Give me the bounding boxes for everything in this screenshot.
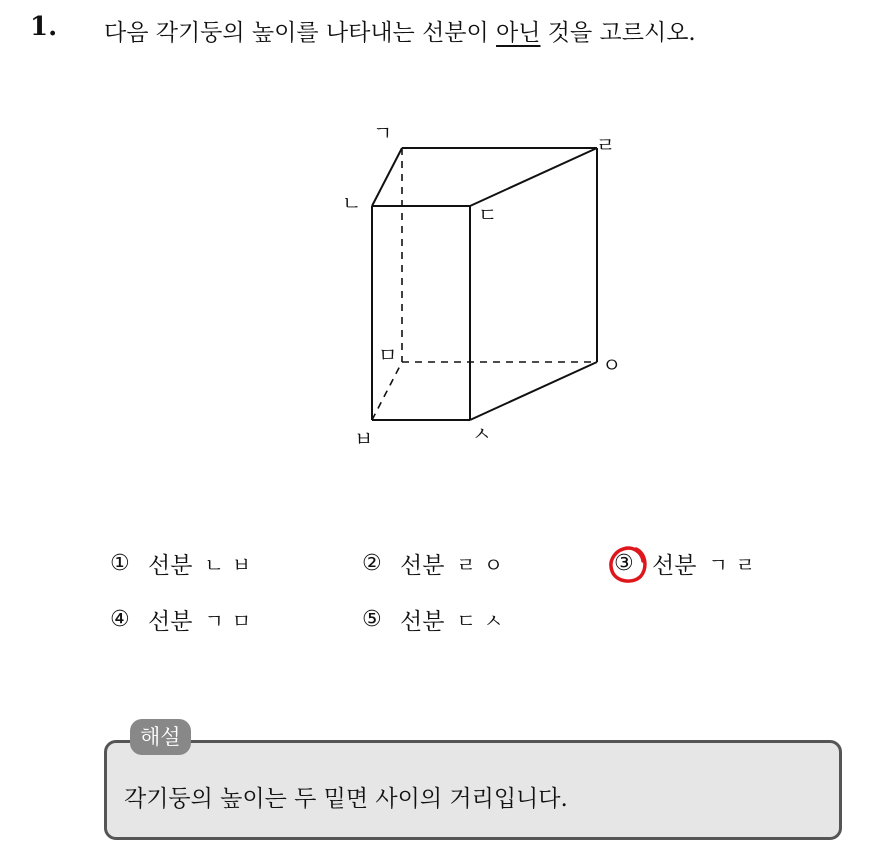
choice-1[interactable] xyxy=(110,547,259,580)
choice-number: ① xyxy=(110,551,130,576)
choice-number: ③ xyxy=(614,551,634,576)
edge-bm-hidden xyxy=(372,362,402,420)
vertex-label-n: ㄴ xyxy=(342,191,362,215)
question-text xyxy=(104,14,696,47)
choice-segment: ㄱㄹ xyxy=(708,553,764,577)
selected-circle-mark xyxy=(606,541,650,585)
edge-gn xyxy=(372,148,402,206)
edge-dr xyxy=(470,148,597,206)
choice-segment: ㄹㅇ xyxy=(456,553,512,577)
question-text-before: 다음 각기둥의 높이를 나타내는 선분이 xyxy=(104,20,497,46)
vertex-label-m: ㅁ xyxy=(378,343,398,367)
choice-segment: ㄴㅂ xyxy=(204,553,260,577)
choice-segment: ㄱㅁ xyxy=(204,609,260,633)
choice-number: ④ xyxy=(110,607,130,632)
choice-3[interactable] xyxy=(614,547,763,580)
choice-5[interactable] xyxy=(362,603,511,636)
vertex-label-r: ㄹ xyxy=(596,133,616,157)
vertex-label-d: ㄷ xyxy=(478,203,498,227)
choice-label: 선분 xyxy=(400,553,445,579)
choice-label: 선분 xyxy=(652,553,697,579)
prism-figure xyxy=(330,110,630,460)
edge-so xyxy=(470,362,597,420)
question-number: 1. xyxy=(30,12,58,42)
explanation-tag: 해설 xyxy=(130,719,191,755)
choice-label: 선분 xyxy=(148,609,193,635)
choice-4[interactable] xyxy=(110,603,259,636)
choice-number: ⑤ xyxy=(362,607,382,632)
choice-segment: ㄷㅅ xyxy=(456,609,512,633)
vertex-label-g: ㄱ xyxy=(373,121,393,145)
choice-number: ② xyxy=(362,551,382,576)
question-text-after: 것을 고르시오. xyxy=(540,20,696,46)
choice-2[interactable] xyxy=(362,547,511,580)
choice-label: 선분 xyxy=(400,609,445,635)
vertex-label-b: ㅂ xyxy=(354,427,374,451)
question-text-underlined: 아닌 xyxy=(496,20,541,46)
choice-label: 선분 xyxy=(148,553,193,579)
vertex-label-s: ㅅ xyxy=(472,422,492,446)
vertex-label-o: ㅇ xyxy=(602,353,622,377)
explanation-text: 각기둥의 높이는 두 밑면 사이의 거리입니다. xyxy=(124,786,568,812)
